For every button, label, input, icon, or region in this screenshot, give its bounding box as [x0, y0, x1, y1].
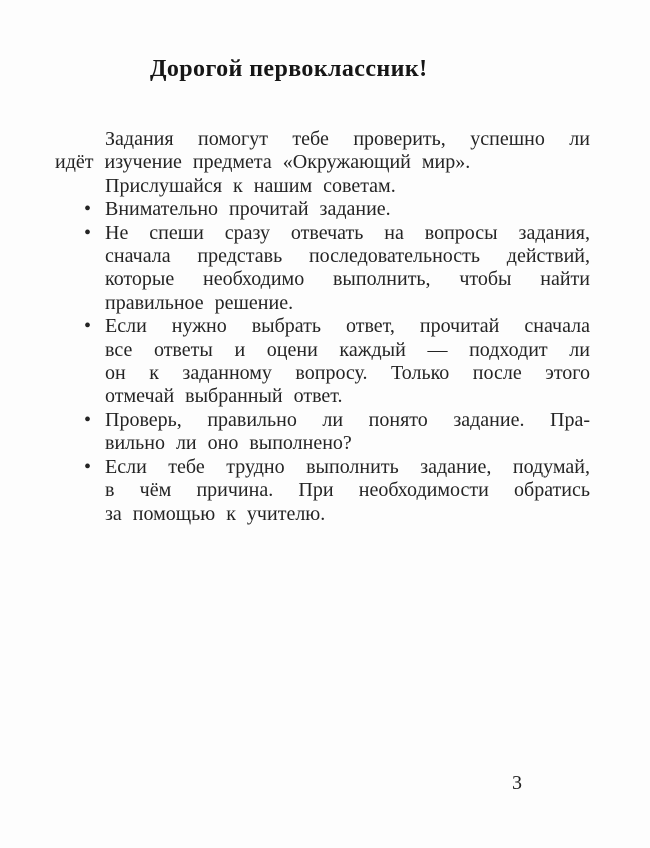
- advice-item: [55, 456, 590, 479]
- advice-line: правильное решение.: [105, 291, 294, 314]
- advice-line: вильно ли оно выполнено?: [105, 432, 352, 455]
- paragraph-line: Прислушайся к нашим советам.: [105, 174, 396, 197]
- advice-item: [55, 222, 590, 245]
- bullet-icon: •: [84, 455, 92, 478]
- advice-line: в чём причина. При необходимости обратись: [105, 479, 590, 502]
- advice-item: [55, 198, 590, 221]
- advice-item: [55, 409, 590, 432]
- advice-item: [55, 315, 590, 338]
- advice-line: он к заданному вопросу. Только после этого: [105, 362, 590, 385]
- advice-line: за помощью к учителю.: [105, 502, 326, 525]
- advice-line: Не спеши сразу отвечать на вопросы задания,: [105, 221, 590, 244]
- page-number: 3: [512, 772, 522, 794]
- bullet-icon: •: [84, 315, 92, 338]
- advice-line: Если нужно выбрать ответ, прочитай сначала: [105, 315, 590, 338]
- bullet-icon: •: [84, 408, 92, 431]
- advice-line: сначала представь последовательность действий,: [105, 245, 590, 268]
- advice-line: Если тебе трудно выполнить задание, подумай,: [105, 455, 590, 478]
- advice-line: все ответы и оцени каждый — подходит ли: [105, 338, 590, 361]
- text-block: [55, 128, 590, 526]
- advice-line: Проверь, правильно ли понято задание. Пра-: [105, 408, 590, 431]
- paragraph-line: Задания помогут тебе проверить, успешно ли: [105, 128, 590, 150]
- bullet-icon: •: [84, 221, 92, 244]
- paragraph-line: идёт изучение предмета «Окружающий мир».: [55, 151, 471, 174]
- page-title: Дорогой первоклассник!: [150, 56, 428, 82]
- advice-line: которые необходимо выполнить, чтобы найти: [105, 268, 590, 291]
- bullet-icon: •: [84, 198, 92, 221]
- advice-line: Внимательно прочитай задание.: [105, 198, 391, 221]
- advice-line: отмечай выбранный ответ.: [105, 385, 343, 408]
